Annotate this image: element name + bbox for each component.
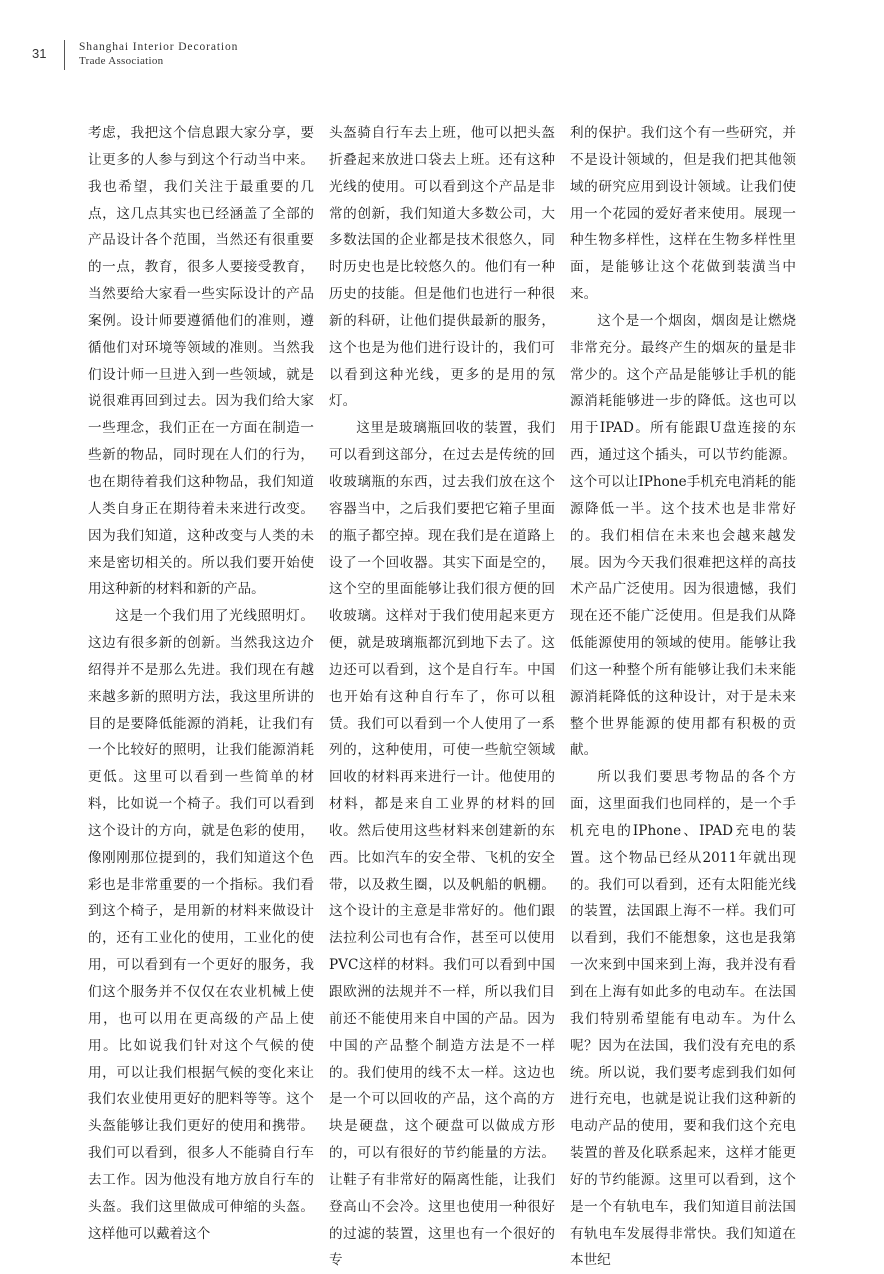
publication-name-line2: Trade Association xyxy=(79,55,164,67)
page-header xyxy=(0,0,884,80)
header-divider xyxy=(64,40,65,70)
text-column-1 xyxy=(88,120,314,1247)
paragraph: 考虑，我把这个信息跟大家分享，要让更多的人参与到这个行动当中来。我也希望，我们关注于最重要的几点，这几点其实也已经涵盖了全部的产品设计各个范围，当然还有很重要的一点，教育，很多人要接受教育，当然要给大家看一些实际设计的产品案例。设计师要遵循他们的准则，遵循他们对环境等领域的准则。当然我们设计师一旦进入到一些领域，就是说很难再回到过去。因为我们给大家一些理念，我们正在一方面在制造一些新的物品，同时现在人们的行为，也在期待着我们这种物品，我们知道人类自身正在期待着未来进行改变。因为我们知道，这种改变与人类的未来是密切相关的。所以我们要开始使用这种新的材料和新的产品。 xyxy=(88,125,314,598)
text-column-2 xyxy=(329,120,555,1274)
paragraph: 这个是一个烟囱，烟囱是让燃烧非常充分。最终产生的烟灰的量是非常少的。这个产品是能够让手机的能源消耗能够进一步的降低。这也可以用于IPAD。所有能跟U盘连接的东西，通过这个插头，可以节约能源。这个可以让IPhone手机充电消耗的能源降低一半。这个技术也是非常好的。我们相信在未来也会越来越发展。因为今天我们很难把这样的高技术产品广泛使用。因为很遗憾，我们现在还不能广泛使用。但是我们从降低能源使用的领域的使用。能够让我们这一种整个所有能够让我们未来能源消耗降低的这种设计，对于是未来整个世界能源的使用都有积极的贡献。 xyxy=(570,312,796,759)
paragraph: 这是一个我们用了光线照明灯。这边有很多新的创新。当然我这边介绍得并不是那么先进。我们现在有越来越多新的照明方法，我这里所讲的目的是要降低能源的消耗，让我们有一个比较好的照明，让我们能源消耗更低。这里可以看到一些简单的材料，比如说一个椅子。我们可以看到这个设计的方向，就是色彩的使用，像刚刚那位提到的，我们知道这个色彩也是非常重要的一个指标。我们看到这个椅子，是用新的材料来做设计的，还有工业化的使用，工业化的使用，可以看到有一个更好的服务，我们这个服务并不仅仅在农业机械上使用，也可以用在更高级的产品上使用。比如说我们针对这个气候的使用，可以让我们根据气候的变化来让我们农业使用更好的肥料等等。这个头盔能够让我们更好的使用和携带。我们可以看到，很多人不能骑自行车去工作。因为他没有地方放自行车的头盔。我们这里做成可伸缩的头盔。这样他可以戴着这个 xyxy=(88,608,314,1242)
publication-name-line1: Shanghai Interior Decoration xyxy=(79,41,239,53)
publication-name xyxy=(79,40,238,68)
paragraph: 所以我们要思考物品的各个方面，这里面我们也同样的，是一个手机充电的IPhone、IPAD充电的装置。这个物品已经从2011年就出现的。我们可以看到，还有太阳能光线的装置，法国跟上海不一样。我们可以看到，我们不能想象，这也是我第一次来到中国来到上海，我并没有看到在上海有如此多的电动车。在法国我们特别希望能有电动车。为什么呢？因为在法国，我们没有充电的系统。所以说，我们要考虑到我们如何进行充电，也就是说让我们这种新的电动产品的使用，要和我们这个充电装置的普及化联系起来，这样才能更好的节约能源。这里可以看到，这个是一个有轨电车，我们知道目前法国有轨电车发展得非常快。我们知道在本世纪 xyxy=(570,769,796,1269)
paragraph: 这里是玻璃瓶回收的装置，我们可以看到这部分，在过去是传统的回收玻璃瓶的东西，过去我们放在这个容器当中，之后我们要把它箱子里面的瓶子都空掉。现在我们是在道路上设了一个回收器。其实下面是空的，这个空的里面能够让我们很方便的回收玻璃。这样对于我们使用起来更方便，就是玻璃瓶都沉到地下去了。这边还可以看到，这个是自行车。中国也开始有这种自行车了，你可以租赁。我们可以看到一个人使用了一系列的，这种使用，可使一些航空领域回收的材料再来进行一计。他使用的材料，都是来自工业界的材料的回收。然后使用这些材料来创建新的东西。比如汽车的安全带、飞机的安全带，以及救生圈，以及帆船的帆棚。这个设计的主意是非常好的。他们跟法拉利公司也有合作，甚至可以使用PVC这样的材料。我们可以看到中国跟欧洲的法规并不一样，所以我们目前还不能使用来自中国的产品。因为中国的产品整个制造方法是不一样的。我们使用的线不太一样。这边也是一个可以回收的产品，这个高的方块是硬盘，这个硬盘可以做成方形的，可以有很好的节约能量的方法。让鞋子有非常好的隔离性能，让我们登高山不会冷。这里也使用一种很好的过滤的装置，这里也有一个很好的专 xyxy=(329,420,555,1269)
paragraph: 头盔骑自行车去上班，他可以把头盔折叠起来放进口袋去上班。还有这种光线的使用。可以看到这个产品是非常的创新，我们知道大多数公司，大多数法国的企业都是技术很悠久，同时历史也是比较悠久的。他们有一种历史的技能。但是他们也进行一种很新的科研，让他们提供最新的服务，这个也是为他们进行设计的，我们可以看到这种光线，更多的是用的氖灯。 xyxy=(329,125,555,410)
paragraph: 利的保护。我们这个有一些研究，并不是设计领域的，但是我们把其他领域的研究应用到设计领域。让我们使用一个花园的爱好者来使用。展现一种生物多样性，这样在生物多样性里面，是能够让这个花做到装潢当中来。 xyxy=(570,125,796,303)
text-column-3 xyxy=(570,120,796,1274)
page-number: 31 xyxy=(32,46,47,61)
